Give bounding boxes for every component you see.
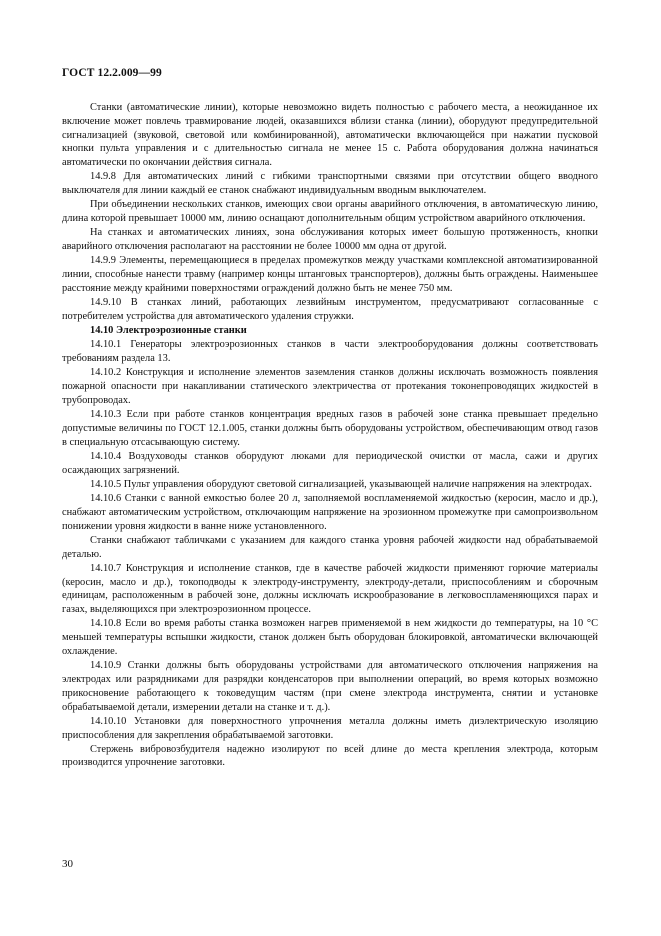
paragraph-14-9-9: 14.9.9 Элементы, перемещающиеся в пределах промежутков между участками комплексной автоматизированной линии, способные нанести травму (например концы штанговых транспортеров), должны быть ограждены. Наименьшее расстояние между крайними поверхностями ограждений должно быть не менее 750 мм. [62, 255, 598, 294]
paragraph-14-10-3: 14.10.3 Если при работе станков концентрация вредных газов в рабочей зоне станка превышает предельно допустимые величины по ГОСТ 12.1.005, станки должны быть оборудованы устройством, обеспечивающим отвод газов в специальную отсасывающую систему. [62, 409, 598, 448]
paragraph-14-9-10: 14.9.10 В станках линий, работающих лезвийным инструментом, предусматривают согласованные с потребителем устройства для автоматического удаления стружки. [62, 297, 598, 322]
paragraph-14-10-10: 14.10.10 Установки для поверхностного упрочнения металла должны иметь диэлектрическую изоляцию приспособления для закрепления обрабатываемой заготовки. [62, 715, 598, 741]
paragraph-14-10-4: 14.10.4 Воздуховоды станков оборудуют люками для периодической очистки от масла, сажи и других осаждающих загрязнений. [62, 450, 598, 476]
standard-header: ГОСТ 12.2.009—99 [62, 67, 162, 79]
paragraph-warning-signal: Станки (автоматические линии), которые невозможно видеть полностью с рабочего места, а неожиданное их включение может повлечь травмирование людей, оказавшихся вблизи станка (линии), оборудуют предупредительной сигнализацией (звуковой, световой или комбинированной), автоматически включающейся при нажатии пусковой кнопки пульта управления и с длительностью сигнала не менее 15 с. Работа оборудования должна начинаться автоматически по окончании действия сигнала. [62, 102, 598, 169]
paragraph-emergency-shutdown: При объединении нескольких станков, имеющих свои органы аварийного отключения, в автоматическую линию, длина которой превышает 10000 мм, линию оснащают дополнительным общим устройством аварийного отключения. [62, 199, 598, 225]
section-heading-14-10: 14.10 Электроэрозионные станки [90, 325, 247, 337]
paragraph-emergency-buttons: На станках и автоматических линиях, зона обслуживания которых имеет большую протяженность, кнопки аварийного отключения располагают на расстоянии не более 10000 мм одна от другой. [62, 227, 598, 253]
body-text [62, 101, 598, 771]
paragraph-14-9-8: 14.9.8 Для автоматических линий с гибкими транспортными связями при отсутствии общего вводного выключателя для линии каждый ее станок снабжают индивидуальным вводным выключателем. [62, 171, 598, 197]
paragraph-14-10-5: 14.10.5 Пульт управления оборудуют световой сигнализацией, указывающей наличие напряжения на электродах. [90, 478, 592, 490]
paragraph-14-10-6: 14.10.6 Станки с ванной емкостью более 20 л, заполняемой воспламеняемой жидкостью (керосин, масло и др.), снабжают автоматическим устройством, отключающим напряжение на эрозионном промежутке при самопроизвольном понижении уровня жидкости в ванне ниже установленного. [62, 493, 598, 532]
paragraph-level-plates: Станки снабжают табличками с указанием для каждого станка уровня рабочей жидкости над обрабатываемой деталью. [62, 534, 598, 560]
paragraph-14-10-8: 14.10.8 Если во время работы станка возможен нагрев применяемой в нем жидкости до температуры, на 10 °С меньшей температуры вспышки жидкости, станок должен быть оборудован блокировкой, автоматически включающей охлаждение. [62, 618, 598, 657]
paragraph-vibrator-rod: Стержень вибровозбудителя надежно изолируют по всей длине до места крепления электрода, которым производится упрочнение заготовки. [62, 743, 598, 769]
paragraph-14-10-9: 14.10.9 Станки должны быть оборудованы устройствами для автоматического отключения напряжения на электродах или разрядниками для разрядки конденсаторов при выполнении операций, во время которых возможно прикосновение работающего к токоведущим частям (при смене электрода инструмента, снятии и установке обрабатываемой детали, измерении детали на станке и т. д.). [62, 660, 598, 713]
page-number: 30 [62, 858, 73, 870]
paragraph-14-10-2: 14.10.2 Конструкция и исполнение элементов заземления станков должны исключать возможность появления пожарной опасности при накапливании статического электричества от протекания токонепроводящих жидкостей в трубопроводах. [62, 367, 598, 406]
paragraph-14-10-1: 14.10.1 Генераторы электроэрозионных станков в части электрооборудования должны соответствовать требованиям раздела 13. [62, 339, 598, 365]
paragraph-14-10-7: 14.10.7 Конструкция и исполнение станков, где в качестве рабочей жидкости применяют горючие материалы (керосин, масло и др.), токоподводы к электроду-инструменту, электроду-детали, приспособлениям и сборочным единицам, расположенным в рабочей зоне, должны исключать искрообразование в легковоспламеняющихся парах и газах, выделяющихся при электроэрозионном процессе. [62, 562, 598, 616]
